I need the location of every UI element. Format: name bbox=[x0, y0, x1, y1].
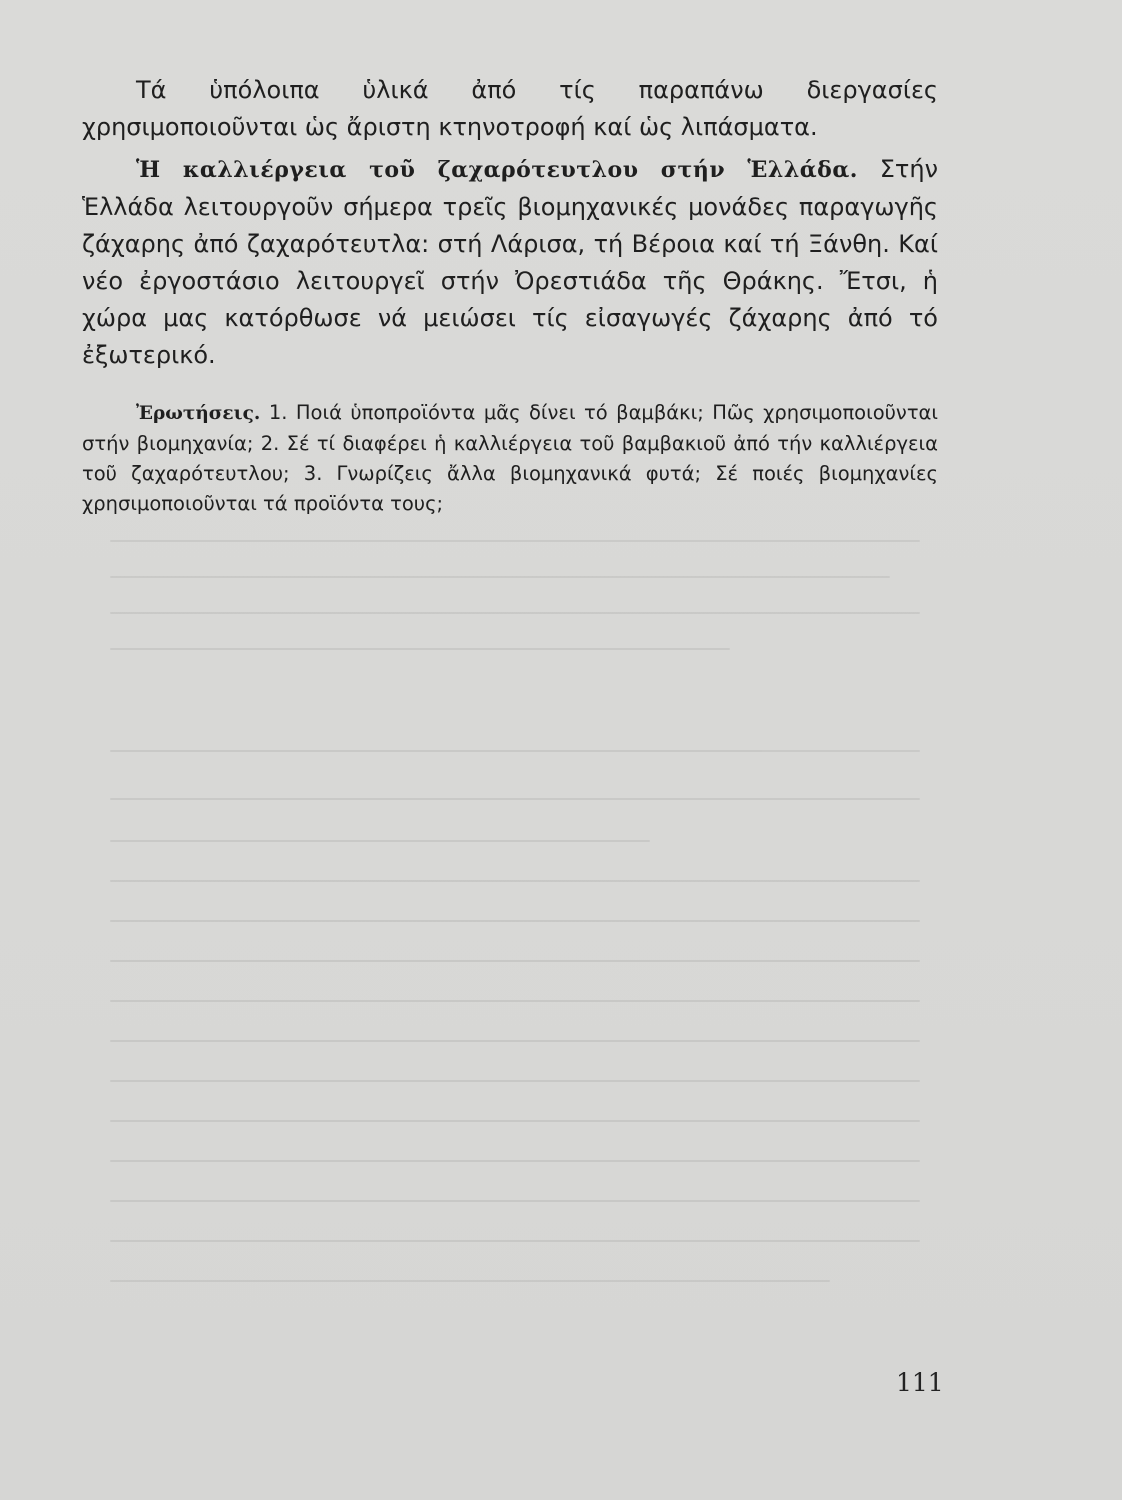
text-column bbox=[82, 72, 938, 539]
section-heading: Ἡ καλλιέργεια τοῦ ζαχαρότευτλου στήν Ἑλλάδα. bbox=[136, 157, 858, 183]
page-number: 111 bbox=[896, 1368, 944, 1397]
paragraph-byproducts: Τά ὑπόλοιπα ὑλικά ἀπό τίς παραπάνω διεργασίες χρησιμοποιοῦνται ὡς ἄριστη κτηνοτροφή καί ὡς λιπάσματα. bbox=[82, 76, 938, 141]
questions-label: Ἐρωτήσεις. bbox=[136, 403, 261, 424]
questions-block bbox=[82, 398, 938, 519]
paragraph-sugar-beet-greece bbox=[82, 151, 938, 374]
section-body: Στήν Ἑλλάδα λειτουργοῦν σήμερα τρεῖς βιομηχανικές μονάδες παραγωγῆς ζάχαρης ἀπό ζαχαρότευτλα: στή Λάρισα, τή Βέροια καί τή Ξάνθη. Καί νέο ἐργοστάσιο λειτουργεῖ στήν Ὀρεστιάδα τῆς Θράκης. Ἔτσι, ἡ χώρα μας κατόρθωσε νά μειώσει τίς εἰσαγωγές ζάχαρης ἀπό τό ἐξωτερικό. bbox=[82, 155, 938, 369]
questions-text: 1. Ποιά ὑποπροϊόντα μᾶς δίνει τό βαμβάκι; Πῶς χρησιμοποιοῦνται στήν βιομηχανία; 2. Σέ τί διαφέρει ἡ καλλιέργεια τοῦ βαμβακιοῦ ἀπό τήν καλλιέργεια τοῦ ζαχαρότευτλου; 3. Γνωρίζεις ἄλλα βιομηχανικά φυτά; Σέ ποιές βιομηχανίες χρησιμοποιοῦνται τά προϊόντα τους; bbox=[82, 401, 939, 515]
bleed-through-text bbox=[90, 540, 950, 1320]
